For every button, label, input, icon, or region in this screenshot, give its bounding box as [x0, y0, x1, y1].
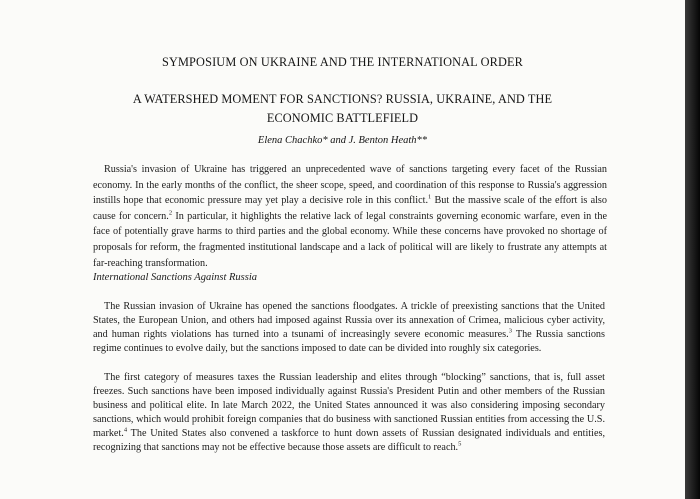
footnote-ref-3: 3 — [508, 327, 512, 335]
paragraph-2-text-b: The United States also convened a taskforce to hunt down assets of Russian designated individuals and entities, recognizing that sanctions may not be effective because those assets are difficult to reach. — [93, 428, 605, 454]
authors-line: Elena Chachko* and J. Benton Heath** — [257, 135, 428, 146]
paragraph-1-text-a: The Russian invasion of Ukraine has opened the sanctions floodgates. A trickle of preexisting sanctions that the United States, the European Union, and others had imposed against Russia over its annexation of Crimea, malicious cyber activity, and human rights violations has turned into a tsunami of increasingly severe economic measures. — [93, 301, 605, 341]
footnote-ref-1: 1 — [428, 193, 432, 201]
footnote-ref-5: 5 — [458, 441, 462, 449]
abstract-text-c: In particular, it highlights the relative lack of legal constraints governing economic warfare, even in the face of potentially grave harms to third parties and the global economy. While these concerns have provoked no shortage of proposals for reform, the fragmented institutional landscape and a lack of political will are likely to frustrate any attempts at far-reaching transformation. — [93, 210, 607, 269]
title-line-1: A WATERSHED MOMENT FOR SANCTIONS? RUSSIA, UKRAINE, AND THE — [132, 92, 553, 106]
page-edge-shadow — [685, 0, 700, 499]
symposium-header: SYMPOSIUM ON UKRAINE AND THE INTERNATIONAL ORDER — [161, 55, 524, 69]
abstract-text-a: Russia's invasion of Ukraine has triggered an unprecedented wave of sanctions targeting every facet of the Russian economy. In the early months of the conflict, the sheer scope, speed, and coordination of this response to Russia's aggression instills hope that economic pressure may yet play a decisive role in this conflict. — [93, 164, 607, 207]
abstract-paragraph — [93, 162, 607, 271]
paragraph-1-text-b: The Russia sanctions regime continues to evolve daily, but the sanctions imposed to date can be divided into roughly six categories. — [93, 329, 605, 355]
footnote-ref-4: 4 — [123, 426, 128, 434]
title-line-2: ECONOMIC BATTLEFIELD — [266, 111, 419, 125]
section-heading: International Sanctions Against Russia — [93, 272, 258, 283]
article-title — [0, 90, 685, 128]
paragraph-2-text-a: The first category of measures taxes the Russian leadership and elites through “blocking” sanctions, that is, full asset freezes. Such sanctions have been imposed individually against Russia's President Putin and other members of the Russian business and political elite. In late March 2022, the United States announced it was also considering imposing secondary sanctions, which would prohibit foreign companies that do business with sanctioned Russian entities from accessing the U.S. market. — [93, 372, 605, 440]
body-paragraph-1 — [93, 300, 605, 356]
abstract-text-b: But the massive scale of the effort is also cause for concern. — [93, 195, 607, 222]
body-paragraph-2 — [93, 371, 605, 456]
footnote-ref-2: 2 — [168, 209, 173, 217]
